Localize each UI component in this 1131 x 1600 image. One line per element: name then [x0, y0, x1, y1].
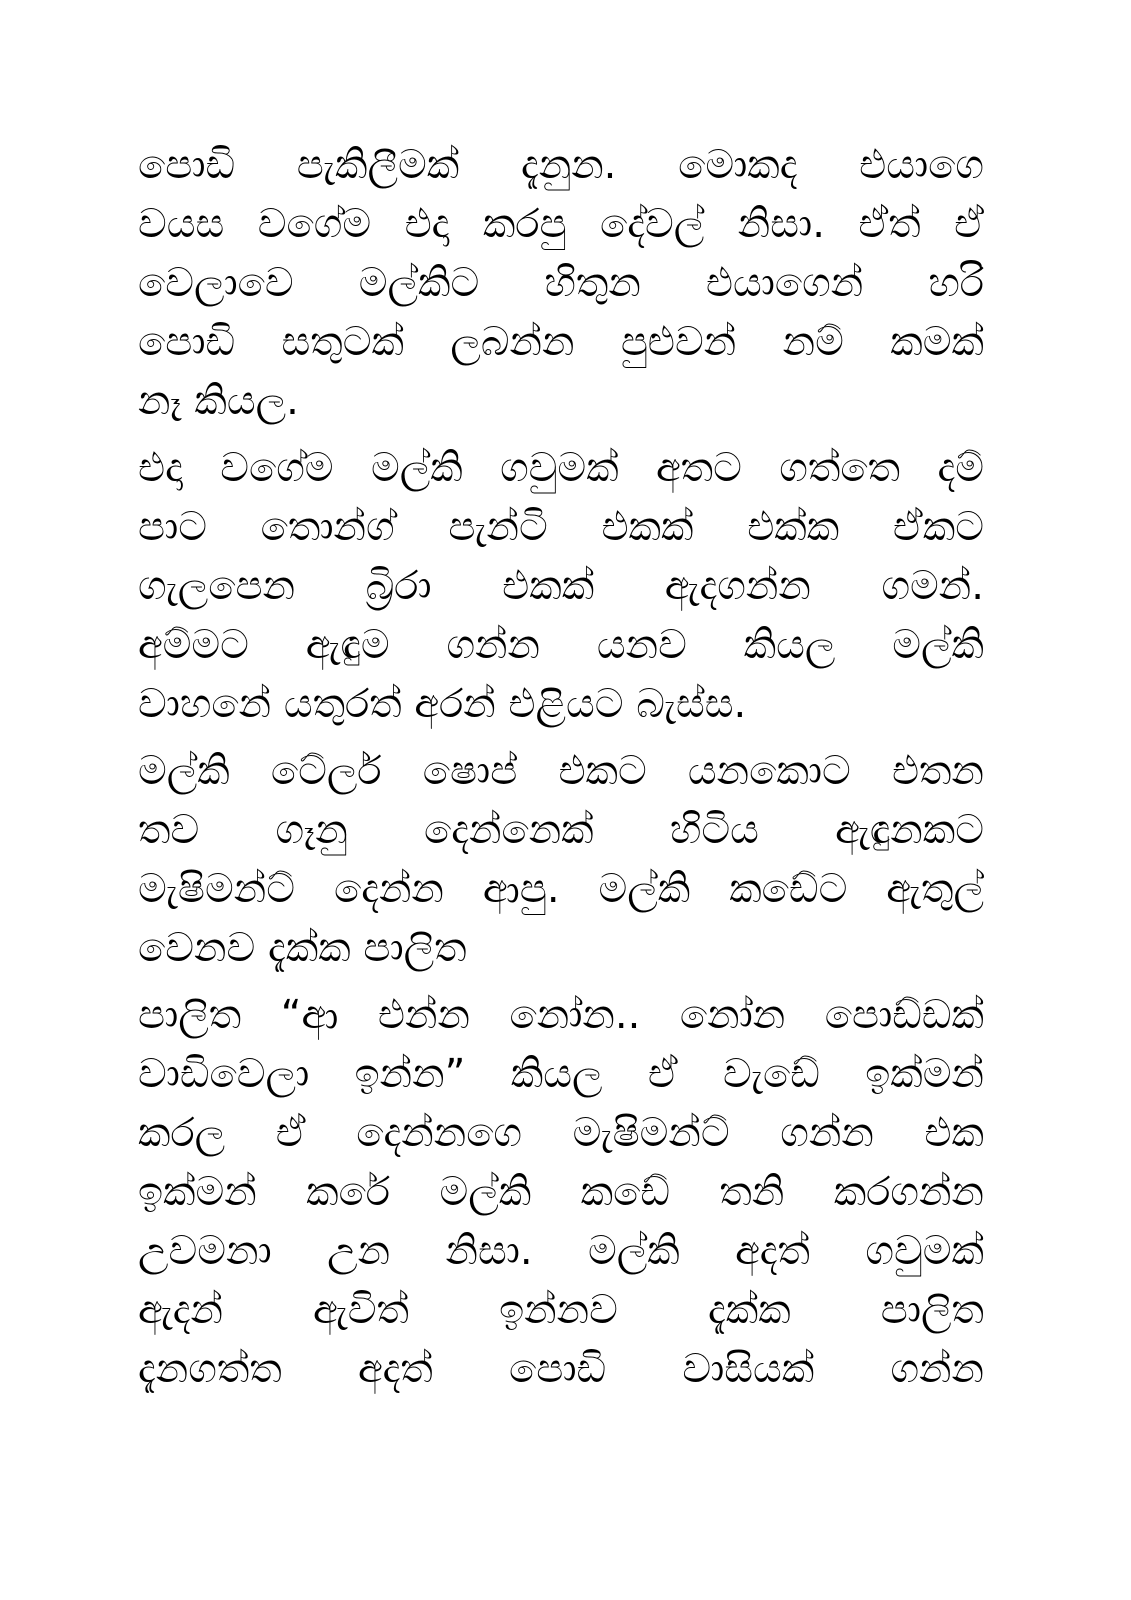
text-line: පොඩි සතුටක් ලබන්න පුළුවන් නම් කමක් — [138, 319, 984, 365]
text-line: දැනගත්ත අදත් පොඩි වාසියක් ගන්න — [138, 1346, 984, 1392]
text-line: වෙලාවෙ මල්කිට හිතුන එයාගෙන් හරි — [138, 260, 984, 306]
paragraph-3 — [138, 742, 984, 978]
text-line: තව ගෑනු දෙන්නෙක් හිටිය ඇඳුනකට — [138, 807, 984, 853]
text-line: නෑ කියල. — [138, 378, 299, 424]
text-line: මැෂිමන්ට් දෙන්න ආපු. මල්කි කඩේට ඇතුල් — [138, 866, 984, 912]
text-line: පාට තොන්ග් පැන්ටි එකක් එක්ක ඒකට — [138, 504, 984, 550]
text-line: වයස වගේම එදා කරපු දේවල් නිසා. ඒත් ඒ — [138, 201, 984, 247]
text-line: අම්මට ඇඳුම ගන්න යනව කියල මල්කි — [138, 622, 984, 668]
text-line: පොඩි පැකිලීමක් දැනුන. මොකද එයාගෙ — [138, 142, 984, 188]
text-line: ඉක්මන් කරේ මල්කි කඩේ තනි කරගන්න — [138, 1169, 984, 1215]
paragraph-2 — [138, 439, 984, 734]
text-line: උවමනා උන නිසා. මල්කි අදත් ගවුමක් — [138, 1228, 984, 1274]
paragraph-1 — [138, 136, 984, 431]
text-line: කරල ඒ දෙන්නගෙ මැෂිමන්ට් ගන්න එක — [138, 1110, 984, 1156]
text-line: වාඩිවෙලා ඉන්න” කියල ඒ වැඩේ ඉක්මන් — [138, 1051, 984, 1097]
body-text — [138, 136, 984, 1407]
text-line: වෙනව දැක්ක පාලිත — [138, 925, 467, 971]
text-line: මල්කි ටේලර් ෂොප් එකට යනකොට එතන — [138, 748, 984, 794]
text-line: පාලිත “ආ එන්න නෝන.. නෝන පොඩ්ඩක් — [138, 992, 984, 1038]
text-line: වාහනේ යතුරත් අරන් එළියට බැස්ස. — [138, 681, 747, 727]
paragraph-4 — [138, 986, 984, 1399]
text-line: ඇදන් ඇවිත් ඉන්නව දැක්ක පාලිත — [138, 1287, 984, 1333]
text-line: එදා වගේම මල්කි ගවුමක් අතට ගත්තෙ දම් — [138, 445, 984, 491]
text-line: ගැලපෙන බ්‍රිරා එකක් ඇදගන්න ගමන්. — [138, 563, 984, 609]
